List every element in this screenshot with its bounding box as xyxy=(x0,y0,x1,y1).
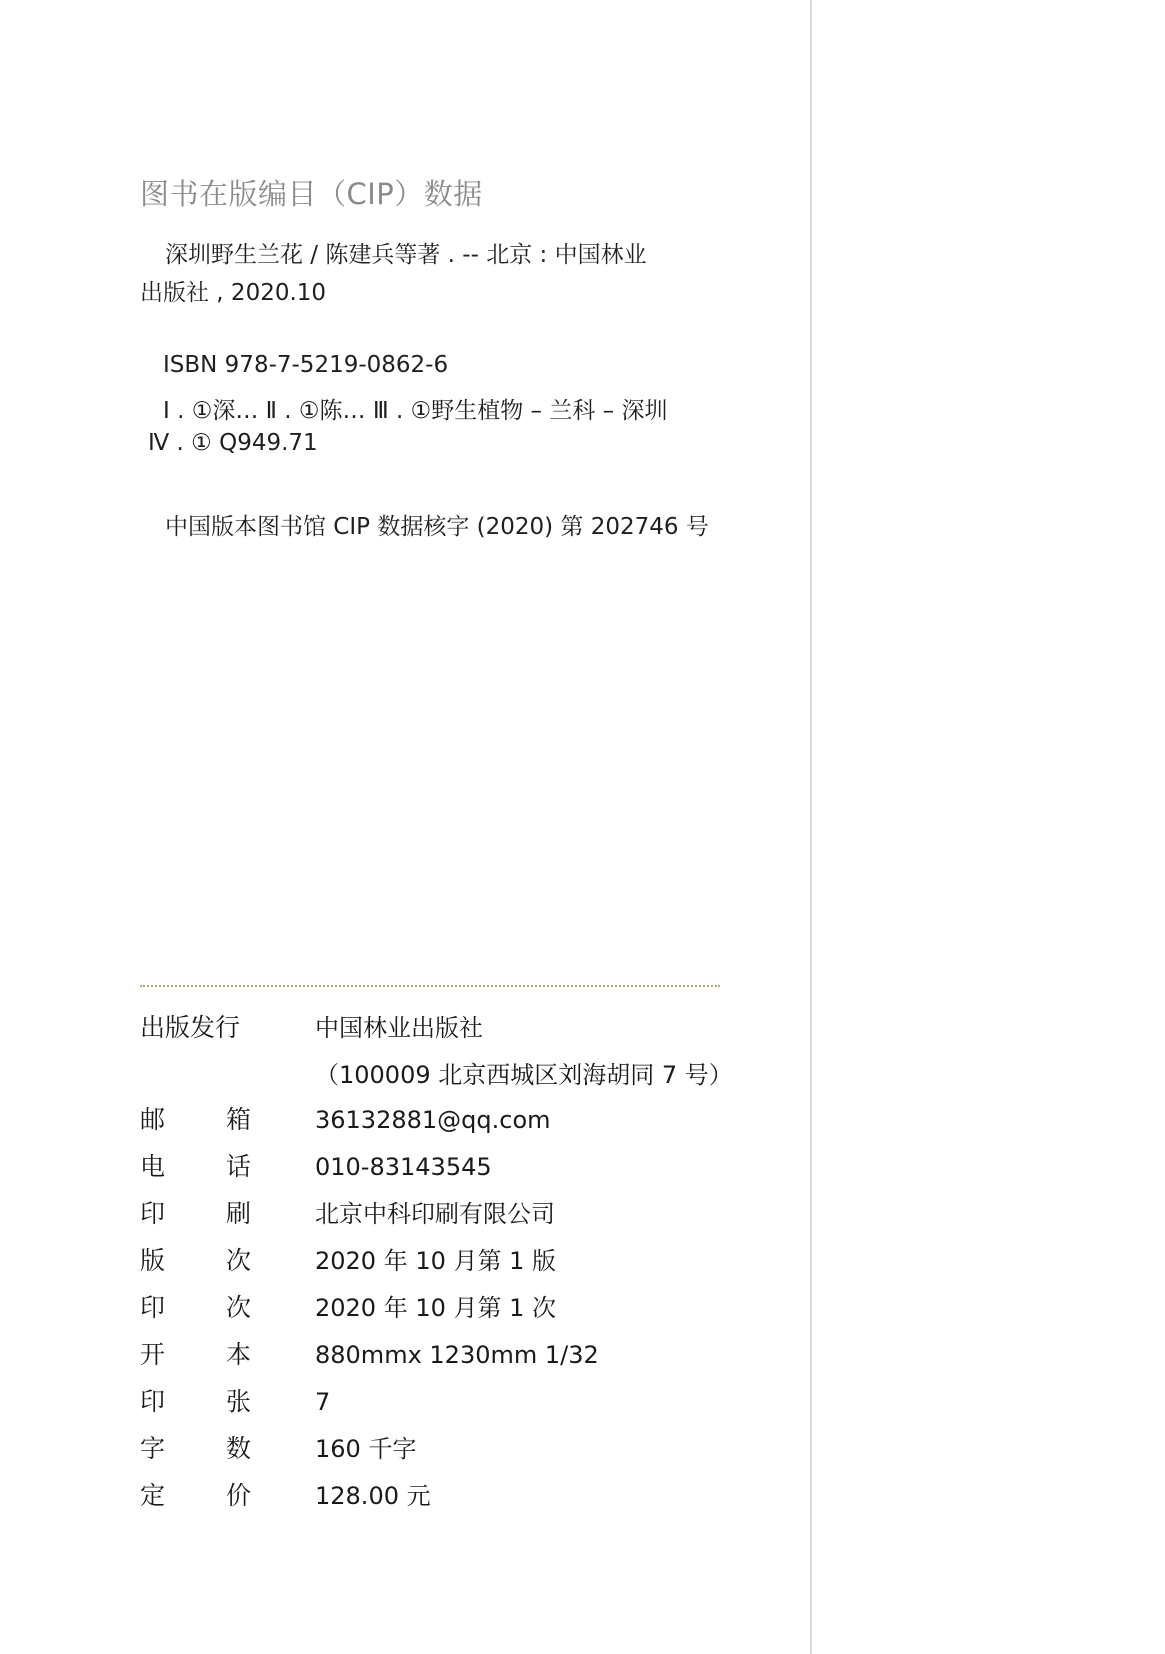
cip-isbn: ISBN 978-7-5219-0862-6 xyxy=(163,352,449,378)
colophon-row-format xyxy=(140,1335,760,1382)
dotted-divider xyxy=(140,985,720,987)
colophon-row-impression xyxy=(140,1288,760,1335)
colophon-value: 160 千字 xyxy=(315,1435,417,1463)
colophon-value: 880mmx 1230mm 1/32 xyxy=(315,1341,599,1369)
colophon-row-phone xyxy=(140,1147,760,1194)
colophon-table xyxy=(140,1008,760,1523)
colophon-value: 2020 年 10 月第 1 版 xyxy=(315,1247,557,1275)
colophon-value: 7 xyxy=(315,1388,331,1416)
colophon-key: 开 本 xyxy=(140,1340,252,1369)
cip-library-note: 中国版本图书馆 CIP 数据核字 (2020) 第 202746 号 xyxy=(165,514,709,540)
colophon-address: （100009 北京西城区刘海胡同 7 号） xyxy=(315,1061,733,1089)
colophon-value: 010-83143545 xyxy=(315,1153,492,1181)
colophon-key: 印 张 xyxy=(140,1387,252,1416)
cip-entry-line-2: 出版社 , 2020.10 xyxy=(140,280,327,306)
page-spine-divider xyxy=(810,0,812,1654)
colophon-row-printer xyxy=(140,1194,760,1241)
colophon-key: 印 次 xyxy=(140,1293,252,1322)
cip-classification: Ⅰ . ①深… Ⅱ . ①陈… Ⅲ . ①野生植物 – 兰科 – 深圳 xyxy=(163,398,668,424)
colophon-value: 北京中科印刷有限公司 xyxy=(315,1200,555,1228)
colophon-row-word-count xyxy=(140,1429,760,1476)
colophon-value: 中国林业出版社 xyxy=(315,1014,483,1042)
colophon-key: 印 刷 xyxy=(140,1199,252,1228)
colophon-value: 128.00 元 xyxy=(315,1482,431,1510)
colophon-key: 邮 箱 xyxy=(140,1105,252,1134)
cip-classification-number: Ⅳ . ① Q949.71 xyxy=(148,430,318,456)
colophon-key: 电 话 xyxy=(140,1152,252,1181)
cip-entry-line-1: 深圳野生兰花 / 陈建兵等著 . -- 北京 : 中国林业 xyxy=(165,242,647,268)
colophon-key: 出版发行 xyxy=(140,1013,241,1042)
colophon-row-edition xyxy=(140,1241,760,1288)
cip-title: 图书在版编目（CIP）数据 xyxy=(140,177,483,211)
colophon-row-publisher xyxy=(140,1008,760,1055)
colophon-key: 字 数 xyxy=(140,1434,252,1463)
colophon-row-sheets xyxy=(140,1382,760,1429)
colophon-key: 定 价 xyxy=(140,1481,252,1510)
colophon-row-address xyxy=(140,1055,760,1100)
colophon-value: 2020 年 10 月第 1 次 xyxy=(315,1294,557,1322)
colophon-key: 版 次 xyxy=(140,1246,252,1275)
colophon-row-price xyxy=(140,1476,760,1523)
colophon-value: 36132881@qq.com xyxy=(315,1106,551,1134)
colophon-row-email xyxy=(140,1100,760,1147)
